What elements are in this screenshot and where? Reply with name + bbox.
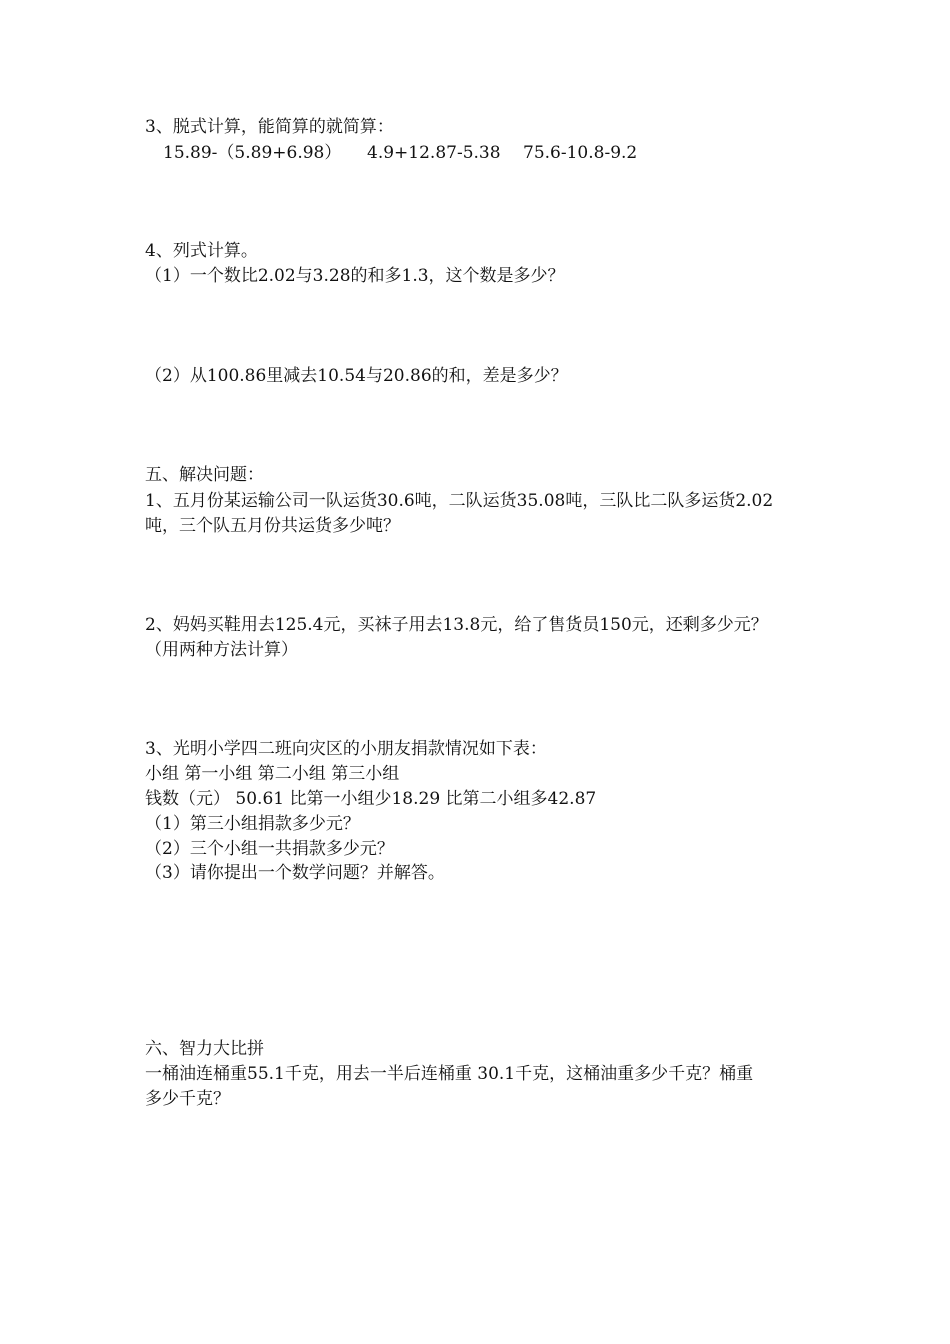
expression-3: 75.6-10.8-9.2 [523, 143, 638, 163]
section4-question-1: （1）一个数比2.02与3.28的和多1.3，这个数是多少？ [145, 266, 565, 286]
donation-table-header: 小组 第一小组 第二小组 第三小组 [145, 764, 400, 784]
expression-2: 4.9+12.87-5.38 [367, 143, 501, 163]
donation-table-row: 钱数（元） 50.61 比第一小组少18.29 比第二小组多42.87 [145, 789, 597, 809]
section4-question-2: （2）从100.86里减去10.54与20.86的和，差是多少？ [145, 366, 568, 386]
problem3-question-1: （1）第三小组捐款多少元？ [145, 814, 360, 834]
part5-heading: 五、解决问题： [145, 465, 264, 485]
problem3-heading: 3、光明小学四二班向灾区的小朋友捐款情况如下表： [145, 739, 547, 759]
expression-1: 15.89-（5.89+6.98） [163, 143, 342, 163]
puzzle-line1: 一桶油连桶重55.1千克，用去一半后连桶重 30.1千克，这桶油重多少千克？桶重 [145, 1064, 754, 1084]
problem3-question-3: （3）请你提出一个数学问题？并解答。 [145, 863, 445, 883]
problem2-line2: （用两种方法计算） [145, 640, 298, 660]
problem1-line2: 吨，三个队五月份共运货多少吨？ [145, 516, 400, 536]
problem2-line1: 2、妈妈买鞋用去125.4元，买袜子用去13.8元，给了售货员150元，还剩多少元？ [145, 615, 768, 635]
puzzle-line2: 多少千克？ [145, 1089, 230, 1109]
problem1-line1: 1、五月份某运输公司一队运货30.6吨，二队运货35.08吨，三队比二队多运货2.02 [145, 491, 774, 511]
section3-heading: 3、脱式计算，能简算的就简算： [145, 117, 394, 137]
section4-heading: 4、列式计算。 [145, 241, 258, 261]
problem3-question-2: （2）三个小组一共捐款多少元？ [145, 839, 394, 859]
part6-heading: 六、智力大比拼 [145, 1039, 264, 1059]
